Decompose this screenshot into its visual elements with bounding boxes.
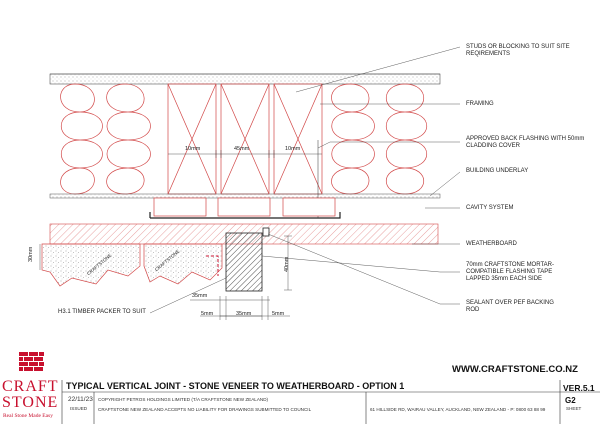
- dim-10-left: 10mm: [185, 146, 201, 152]
- callout-framing: FRAMING: [466, 101, 494, 107]
- insulation-left: [61, 84, 151, 194]
- issued-label: ISSUED: [70, 406, 88, 411]
- drawing-title: TYPICAL VERTICAL JOINT - STONE VENEER TO WEATHERBOARD - OPTION 1: [66, 381, 405, 391]
- dim-10-right: 10mm: [285, 146, 301, 152]
- logo-line2: STONE: [2, 394, 59, 411]
- callout-sealant: SEALANT OVER PEF BACKING ROD: [466, 300, 554, 313]
- callout-packer: H3.1 TIMBER PACKER TO SUIT: [58, 309, 146, 315]
- stone-label-1: CRAFTSTONE: [85, 252, 113, 277]
- callout-underlay: BUILDING UNDERLAY: [466, 168, 529, 174]
- dim-40: 40mm: [284, 256, 290, 272]
- backing-rod: [263, 228, 269, 236]
- issue-date: 22/11/23: [68, 396, 93, 403]
- version-label: VER.5.1: [563, 383, 595, 393]
- callout-weatherboard: WEATHERBOARD: [466, 241, 517, 247]
- dim-35-mid: 35mm: [192, 293, 208, 299]
- building-underlay: [50, 194, 440, 198]
- dim-5-right: 5mm: [272, 311, 285, 317]
- dim-30: 30mm: [28, 246, 34, 262]
- top-lining-band: [50, 74, 440, 84]
- sheet-number: G2: [565, 396, 576, 405]
- studs: [168, 84, 322, 194]
- copyright-text: COPYRIGHT PETROS HOLDINGS LIMITED (T/A CRAFTSTONE NEW ZEALAND): [98, 397, 269, 402]
- stone-veneer: [42, 244, 222, 286]
- address-text: 61 HILLSIDE RD, WAIRAU VALLEY, AUCKLAND, NEW ZEALAND - P: 0800 63 88 99: [370, 407, 546, 412]
- timber-packer: [226, 233, 262, 291]
- logo-tagline: Real Stone Made Easy: [3, 413, 53, 419]
- callout-flashing-tape: 70mm CRAFTSTONE MORTAR-COMPATIBLE FLASHING TAPE LAPPED 35mm EACH SIDE: [466, 262, 555, 282]
- insulation-right: [331, 84, 426, 194]
- website-url[interactable]: WWW.CRAFTSTONE.CO.NZ: [452, 364, 578, 375]
- dim-35-bottom: 35mm: [236, 311, 252, 317]
- logo-line1: CRAFT: [2, 378, 59, 395]
- callout-studs: STUDS OR BLOCKING TO SUIT SITE REQIREMENTS: [466, 44, 570, 57]
- callout-cavity: CAVITY SYSTEM: [466, 205, 514, 211]
- callout-back-flashing: APPROVED BACK FLASHING WITH 50mm CLADDING COVER: [466, 136, 585, 149]
- liability-text: CRAFTSTONE NEW ZEALAND ACCEPTS NO LIABILITY FOR DRAWINGS SUBMITTED TO COUNCIL: [98, 407, 312, 412]
- sheet-label: SHEET: [566, 406, 582, 411]
- stone-label-2: CRAFTSTONE: [153, 248, 181, 273]
- logo-brick-icon: [19, 352, 44, 371]
- cavity-battens: [154, 198, 335, 216]
- dim-45: 45mm: [234, 146, 250, 152]
- dim-5-left: 5mm: [201, 311, 214, 317]
